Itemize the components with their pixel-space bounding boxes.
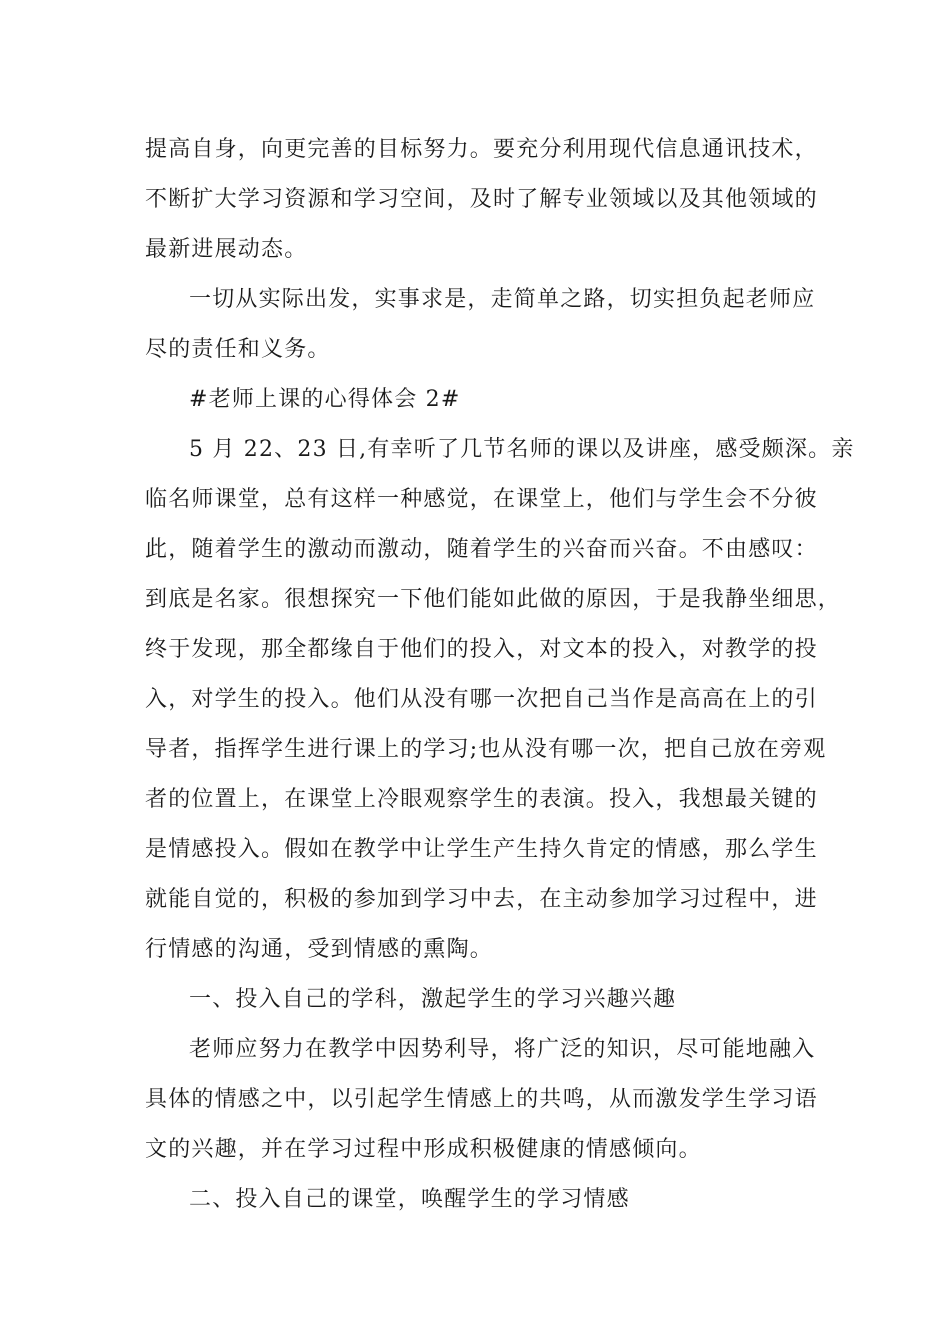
paragraph-line: 终于发现，那全都缘自于他们的投入，对文本的投入，对教学的投 [145,637,818,662]
paragraph-line: 导者，指挥学生进行课上的学习;也从没有哪一次，把自己放在旁观 [145,737,827,762]
paragraph-line: 者的位置上，在课堂上冷眼观察学生的表演。投入，我想最关键的 [145,787,818,812]
paragraph-line: 提高自身，向更完善的目标努力。要充分利用现代信息通讯技术， [145,137,818,162]
paragraph-line: 临名师课堂，总有这样一种感觉，在课堂上，他们与学生会不分彼 [145,487,818,512]
paragraph-line: 到底是名家。很想探究一下他们能如此做的原因，于是我静坐细思， [145,587,842,612]
paragraph-line: 是情感投入。假如在教学中让学生产生持久肯定的情感，那么学生 [145,837,818,862]
paragraph-line: 就能自觉的，积极的参加到学习中去，在主动参加学习过程中，进 [145,887,818,912]
paragraph-line: 老师应努力在教学中因势利导，将广泛的知识，尽可能地融入 [189,1037,816,1062]
paragraph-line: 此，随着学生的激动而激动，随着学生的兴奋而兴奋。不由感叹： [145,537,818,562]
paragraph-line: 一切从实际出发，实事求是，走简单之路，切实担负起老师应 [189,287,816,312]
paragraph-line: 尽的责任和义务。 [145,337,331,362]
section-heading: #老师上课的心得体会 2# [189,387,461,412]
paragraph-line: 5 月 22、23 日,有幸听了几节名师的课以及讲座，感受颇深。亲 [189,437,855,462]
paragraph-line: 行情感的沟通，受到情感的熏陶。 [145,937,494,962]
subsection-heading: 二、投入自己的课堂，唤醒学生的学习情感 [189,1187,630,1212]
paragraph-line: 具体的情感之中，以引起学生情感上的共鸣，从而激发学生学习语 [145,1087,818,1112]
paragraph-line: 最新进展动态。 [145,237,308,262]
paragraph-line: 文的兴趣，并在学习过程中形成积极健康的情感倾向。 [145,1137,702,1162]
paragraph-line: 入，对学生的投入。他们从没有哪一次把自己当作是高高在上的引 [145,687,818,712]
paragraph-line: 不断扩大学习资源和学习空间，及时了解专业领域以及其他领域的 [145,187,818,212]
subsection-heading: 一、投入自己的学科，激起学生的学习兴趣兴趣 [189,987,677,1012]
